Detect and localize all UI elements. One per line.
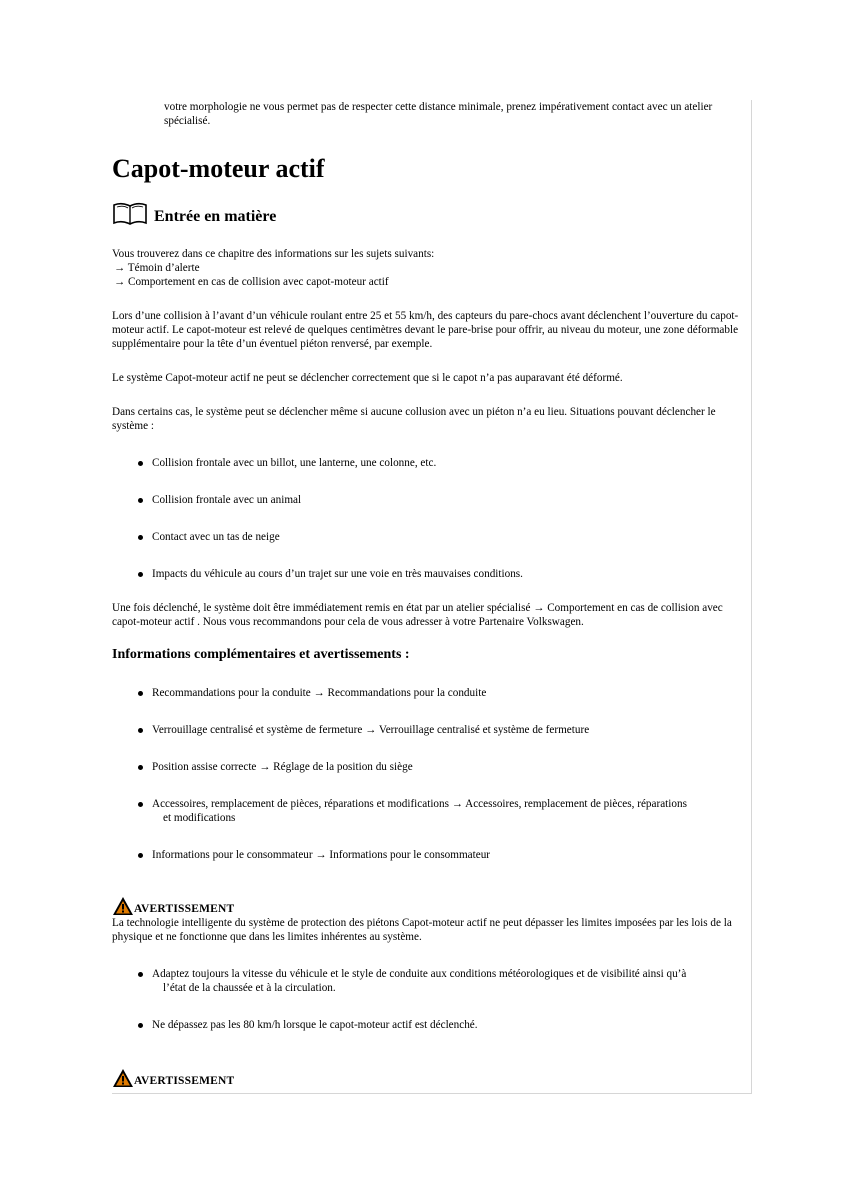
info-item-consumer[interactable] (112, 848, 742, 862)
page-frame-right (751, 100, 752, 1093)
paragraph-situations: Dans certains cas, le système peut se déclencher même si aucune collusion avec un piéton n’a eu lieu. Situations pouvant déclencher le système : (112, 406, 716, 432)
list-item-text: Adaptez toujours la vitesse du véhicule et le style de conduite aux conditions météorologiques et de visibilité ainsi qu’à (152, 968, 687, 980)
paragraph-condition: Le système Capot-moteur actif ne peut se déclencher correctement que si le capot n’a pas auparavant été déformé. (112, 372, 623, 384)
intro-text: Vous trouverez dans ce chapitre des informations sur les sujets suivants: (112, 248, 435, 260)
list-item-text-wrap: l’état de la chaussée et à la circulation. (163, 982, 336, 994)
paragraph-repair: Une fois déclenché, le système doit être immédiatement remis en état par un atelier spécialisé → Comportement en cas de collision avec capot-moteur actif . Nous vous recommandons pour cela de vous adresser à votre Partenaire Volkswagen. (112, 602, 723, 628)
page-title: Capot-moteur actif (112, 154, 325, 183)
paragraph-collision: Lors d’une collision à l’avant d’un véhicule roulant entre 25 et 55 km/h, des capteurs du pare-chocs avant déclenchent l’ouverture du capot-moteur actif. Le capot-moteur est relevé de quelques centimètres devant le pare-brise pour offrir, au niveau du moteur, une zone déformable supplémentaire pour la tête d’un éventuel piéton renversé, par exemple. (112, 310, 739, 350)
info-item-accessories[interactable] (112, 797, 742, 825)
link-warning-lamp[interactable]: → Témoin d’alerte (114, 262, 200, 274)
info-item-text: Verrouillage centralisé et système de fermeture → Verrouillage centralisé et système de fermeture (152, 724, 590, 736)
list-item-text: Ne dépassez pas les 80 km/h lorsque le capot-moteur actif est déclenché. (152, 1019, 478, 1031)
warning-label: AVERTISSEMENT (134, 903, 235, 915)
warning-heading (112, 896, 742, 916)
warning-label: AVERTISSEMENT (134, 1075, 235, 1087)
warning-heading (112, 1068, 742, 1088)
warning-triangle-icon (112, 1068, 134, 1088)
list-item (112, 967, 742, 995)
info-item-driving[interactable] (112, 686, 742, 700)
info-item-text: Accessoires, remplacement de pièces, réparations et modifications → Accessoires, remplacement de pièces, réparations (152, 798, 687, 810)
link-collision-behavior[interactable]: → Comportement en cas de collision avec capot-moteur actif (114, 276, 389, 288)
document-body (112, 100, 742, 1088)
intro-block (112, 247, 742, 289)
info-item-locking[interactable] (112, 723, 742, 737)
warning-text: La technologie intelligente du système de protection des piétons Capot-moteur actif ne peut dépasser les limites imposées par les lois de la physique et ne fonctionne que dans les limites inhérentes au système. (112, 917, 732, 943)
list-item: Collision frontale avec un animal (112, 493, 742, 507)
section-heading: Entrée en matière (154, 208, 277, 225)
situations-list (112, 456, 742, 581)
info-item-text-wrap: et modifications (163, 812, 236, 824)
info-item-seating[interactable] (112, 760, 742, 774)
info-list (112, 686, 742, 862)
warning-triangle-icon (112, 896, 134, 916)
info-item-text: Position assise correcte → Réglage de la position du siège (152, 761, 413, 773)
info-heading: Informations complémentaires et avertissements : (112, 647, 410, 662)
list-item (112, 1018, 742, 1032)
list-item: Impacts du véhicule au cours d’un trajet sur une voie en très mauvaises conditions. (112, 567, 742, 581)
section-heading-row (112, 201, 742, 227)
list-item: Collision frontale avec un billot, une lanterne, une colonne, etc. (112, 456, 742, 470)
warning-list (112, 967, 742, 1032)
book-icon (112, 201, 148, 227)
info-item-text: Informations pour le consommateur → Informations pour le consommateur (152, 849, 491, 861)
info-item-text: Recommandations pour la conduite → Recommandations pour la conduite (152, 687, 487, 699)
list-item: Contact avec un tas de neige (112, 530, 742, 544)
continued-paragraph: votre morphologie ne vous permet pas de respecter cette distance minimale, prenez impérativement contact avec un atelier spécialisé. (164, 101, 713, 127)
page-frame-bottom (112, 1093, 752, 1094)
